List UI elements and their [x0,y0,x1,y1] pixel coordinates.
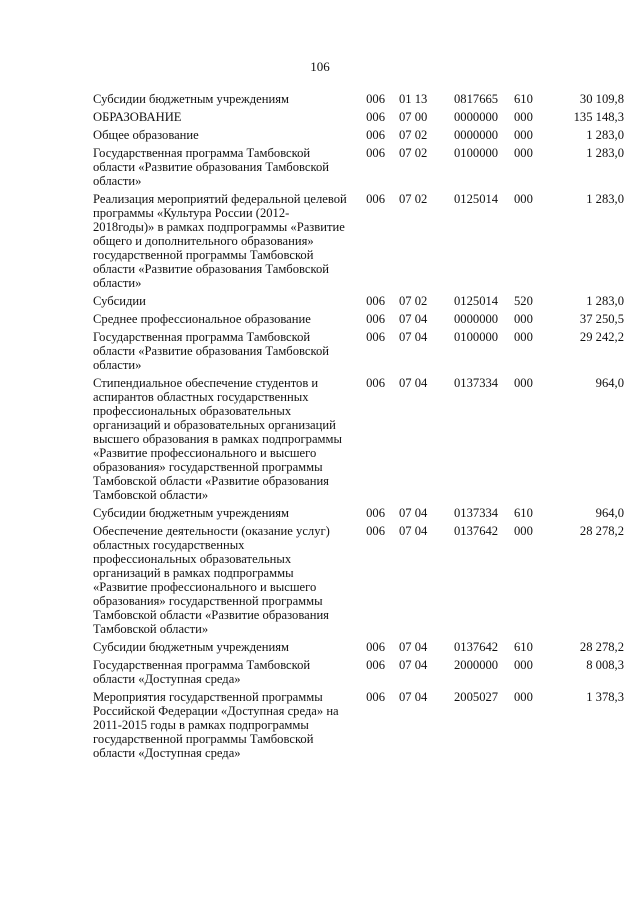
table-row [93,372,624,502]
row-amount: 135 148,3 [573,110,624,124]
row-amount: 964,0 [595,506,624,520]
row-section-code: 07 04 [399,312,428,326]
table-row [93,290,624,308]
row-section-code: 07 04 [399,658,428,672]
table-row [93,106,624,124]
table-row [93,636,624,654]
row-section-code: 07 02 [399,146,428,160]
row-amount: 28 278,2 [579,524,624,538]
table-row [93,654,624,686]
row-target-code: 0817665 [454,92,499,106]
table-row [93,188,624,290]
row-target-code: 0000000 [454,128,499,142]
table-row [93,142,624,188]
row-name: Реализация мероприятий федеральной целевой программы «Культура России (2012-2018годы)» в рамках подпрограммы «Развитие общего и дополнительного образования» государственной программы Тамбовской области «Развитие образования Тамбовской области» [93,192,347,290]
row-expense-type: 000 [514,690,533,704]
row-amount: 1 283,0 [586,146,624,160]
row-expense-type: 610 [514,640,533,654]
row-ministry-code: 006 [366,294,385,308]
row-expense-type: 610 [514,92,533,106]
row-target-code: 0100000 [454,146,499,160]
row-target-code: 0000000 [454,312,499,326]
table-row [93,124,624,142]
row-target-code: 2005027 [454,690,499,704]
row-target-code: 0137642 [454,640,499,654]
row-ministry-code: 006 [366,690,385,704]
row-ministry-code: 006 [366,110,385,124]
row-name: Субсидии бюджетным учреждениям [93,640,289,654]
table-row [93,326,624,372]
row-expense-type: 000 [514,330,533,344]
row-ministry-code: 006 [366,92,385,106]
row-target-code: 0137334 [454,506,499,520]
row-ministry-code: 006 [366,524,385,538]
row-section-code: 07 04 [399,524,428,538]
row-expense-type: 000 [514,658,533,672]
row-target-code: 0125014 [454,294,499,308]
row-amount: 1 283,0 [586,128,624,142]
row-name: Государственная программа Тамбовской области «Доступная среда» [93,658,311,686]
row-expense-type: 000 [514,376,533,390]
row-target-code: 2000000 [454,658,499,672]
table-row [93,92,624,106]
row-amount: 8 008,3 [586,658,624,672]
row-target-code: 0100000 [454,330,499,344]
row-name: ОБРАЗОВАНИЕ [93,110,182,124]
row-name: Мероприятия государственной программы Российской Федерации «Доступная среда» на 2011-2015 годы в рамках подпрограммы государственной программы Тамбовской области «Доступная среда» [93,690,339,760]
table-row [93,520,624,636]
table-row [93,686,624,760]
row-ministry-code: 006 [366,376,385,390]
row-expense-type: 000 [514,312,533,326]
row-ministry-code: 006 [366,128,385,142]
row-amount: 29 242,2 [579,330,624,344]
budget-table [93,92,624,760]
row-name: Среднее профессиональное образование [93,312,311,326]
row-name: Государственная программа Тамбовской области «Развитие образования Тамбовской области» [93,146,329,188]
row-section-code: 07 04 [399,506,428,520]
row-target-code: 0125014 [454,192,499,206]
row-name: Общее образование [93,128,199,142]
table-row [93,308,624,326]
row-section-code: 07 04 [399,376,428,390]
row-section-code: 01 13 [399,92,428,106]
row-name: Субсидии [93,294,146,308]
row-section-code: 07 04 [399,640,428,654]
row-ministry-code: 006 [366,330,385,344]
row-target-code: 0137334 [454,376,499,390]
row-section-code: 07 04 [399,690,428,704]
row-expense-type: 000 [514,192,533,206]
row-section-code: 07 02 [399,192,428,206]
table-row [93,502,624,520]
row-amount: 1 283,0 [586,294,624,308]
row-expense-type: 610 [514,506,533,520]
row-amount: 1 378,3 [586,690,624,704]
row-name: Стипендиальное обеспечение студентов и аспирантов областных государственных профессиональных образовательных организаций и образовательных организаций высшего образования в рамках подпрограммы «Развитие профессионального и высшего образования» государственной программы Тамбовской области «Развитие образования Тамбовской области» [93,376,342,502]
row-ministry-code: 006 [366,640,385,654]
row-name: Обеспечение деятельности (оказание услуг) областных государственных профессиональных образовательных организаций в рамках подпрограммы «Развитие профессионального и высшего образования» государственной программы Тамбовской области «Развитие образования Тамбовской области» [93,524,330,636]
row-section-code: 07 02 [399,294,428,308]
row-expense-type: 520 [514,294,533,308]
row-amount: 1 283,0 [586,192,624,206]
row-ministry-code: 006 [366,146,385,160]
row-target-code: 0000000 [454,110,499,124]
row-amount: 37 250,5 [579,312,624,326]
row-section-code: 07 04 [399,330,428,344]
row-section-code: 07 00 [399,110,428,124]
row-name: Государственная программа Тамбовской области «Развитие образования Тамбовской области» [93,330,329,372]
row-section-code: 07 02 [399,128,428,142]
page-number: 106 [310,59,330,74]
row-name: Субсидии бюджетным учреждениям [93,506,289,520]
row-expense-type: 000 [514,524,533,538]
row-amount: 30 109,8 [579,92,624,106]
row-ministry-code: 006 [366,192,385,206]
row-expense-type: 000 [514,110,533,124]
row-amount: 28 278,2 [579,640,624,654]
row-name: Субсидии бюджетным учреждениям [93,92,289,106]
row-ministry-code: 006 [366,658,385,672]
row-ministry-code: 006 [366,312,385,326]
row-ministry-code: 006 [366,506,385,520]
row-amount: 964,0 [595,376,624,390]
row-expense-type: 000 [514,128,533,142]
row-expense-type: 000 [514,146,533,160]
row-target-code: 0137642 [454,524,499,538]
